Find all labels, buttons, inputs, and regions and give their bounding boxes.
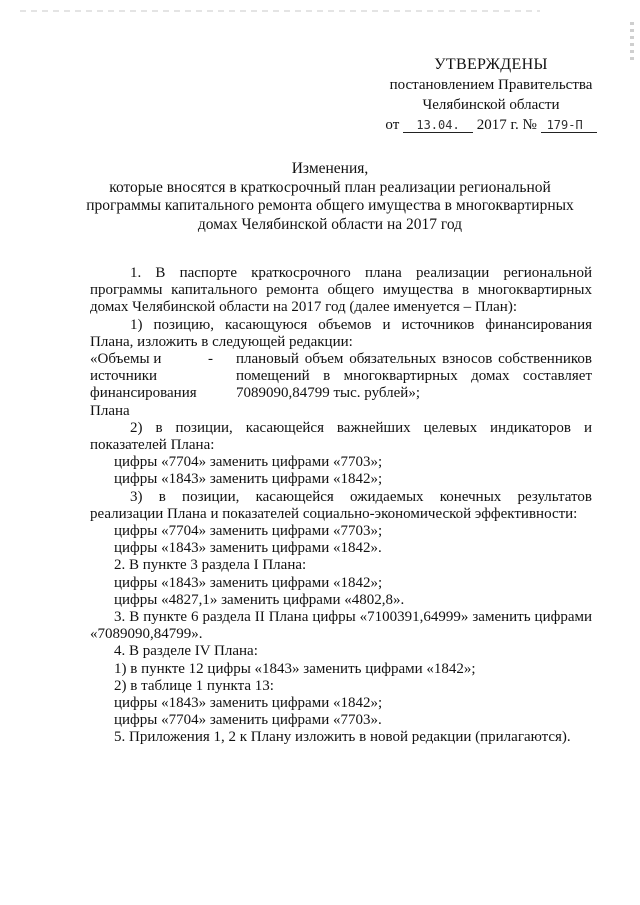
paragraph-2: 2. В пункте 3 раздела I Плана: — [114, 557, 307, 574]
paragraph-1-1: 1) позицию, касающуюся объемов и источников финансирования Плана, изложить в следующей редакции: — [90, 316, 592, 350]
table-cell-label: «Объемы и источники финансирования Плана — [90, 351, 197, 419]
approval-block — [376, 55, 606, 135]
paragraph-1: 1. В паспорте краткосрочного плана реализации региональной программы капитального ремонта общего имущества в многоквартирных домах Челябинской области на 2017 год (далее именуется – План): — [90, 265, 592, 316]
approval-date-line — [376, 115, 606, 135]
paragraph-5: 5. Приложения 1, 2 к Плану изложить в новой редакции (прилагаются). — [114, 729, 571, 746]
document-title — [70, 160, 590, 234]
title-line-4: домах Челябинской области на 2017 год — [197, 215, 463, 233]
passport-table-row — [90, 351, 592, 420]
paragraph-2-a: цифры «1843» заменить цифрами «1842»; — [114, 574, 383, 591]
paragraph-2-b: цифры «4827,1» заменить цифрами «4802,8». — [114, 591, 405, 608]
paragraph-1-2-a: цифры «7704» заменить цифрами «7703»; — [114, 454, 383, 471]
from-label: от — [385, 117, 400, 133]
paragraph-1-2-b: цифры «1843» заменить цифрами «1842»; — [114, 471, 383, 488]
paragraph-1-2: 2) в позиции, касающейся важнейших целевых индикаторов и показателей Плана: — [90, 419, 592, 454]
approval-line-1: постановлением Правительства — [389, 77, 593, 93]
title-line-2: которые вносятся в краткосрочный план реализации региональной — [109, 178, 551, 196]
table-cell-value: плановый объем обязательных взносов собственников помещений в многоквартирных домах составляет 7089090,84799 тыс. рублей»; — [236, 351, 592, 402]
approval-year: 2017 г. № — [476, 117, 537, 133]
paragraph-4-1: 1) в пункте 12 цифры «1843» заменить цифрами «1842»; — [114, 660, 476, 677]
document-body — [90, 265, 592, 747]
title-line-3: программы капитального ремонта общего имущества в многоквартирных — [86, 197, 574, 214]
scan-artifact-edge — [630, 22, 634, 62]
approval-line-2: Челябинской области — [422, 97, 560, 113]
title-line-1: Изменения, — [291, 160, 369, 177]
approval-number: 179-П — [541, 118, 597, 133]
approval-date: 13.04. — [403, 118, 473, 133]
paragraph-1-3-a: цифры «7704» заменить цифрами «7703»; — [114, 523, 383, 540]
paragraph-4-2-b: цифры «7704» заменить цифрами «7703». — [114, 712, 382, 729]
paragraph-4: 4. В разделе IV Плана: — [114, 643, 258, 660]
paragraph-1-3: 3) в позиции, касающейся ожидаемых конечных результатов реализации Плана и показателей социально-экономической эффективности: — [90, 488, 592, 522]
paragraph-3: 3. В пункте 6 раздела II Плана цифры «7100391,64999» заменить цифрами «7089090,84799». — [90, 609, 592, 643]
approval-heading: УТВЕРЖДЕНЫ — [434, 56, 548, 73]
scan-artifact-top — [20, 10, 540, 12]
paragraph-4-2-a: цифры «1843» заменить цифрами «1842»; — [114, 695, 383, 712]
paragraph-4-2: 2) в таблице 1 пункта 13: — [114, 677, 274, 694]
paragraph-1-3-b: цифры «1843» заменить цифрами «1842». — [114, 540, 382, 557]
table-cell-dash: - — [208, 351, 213, 368]
